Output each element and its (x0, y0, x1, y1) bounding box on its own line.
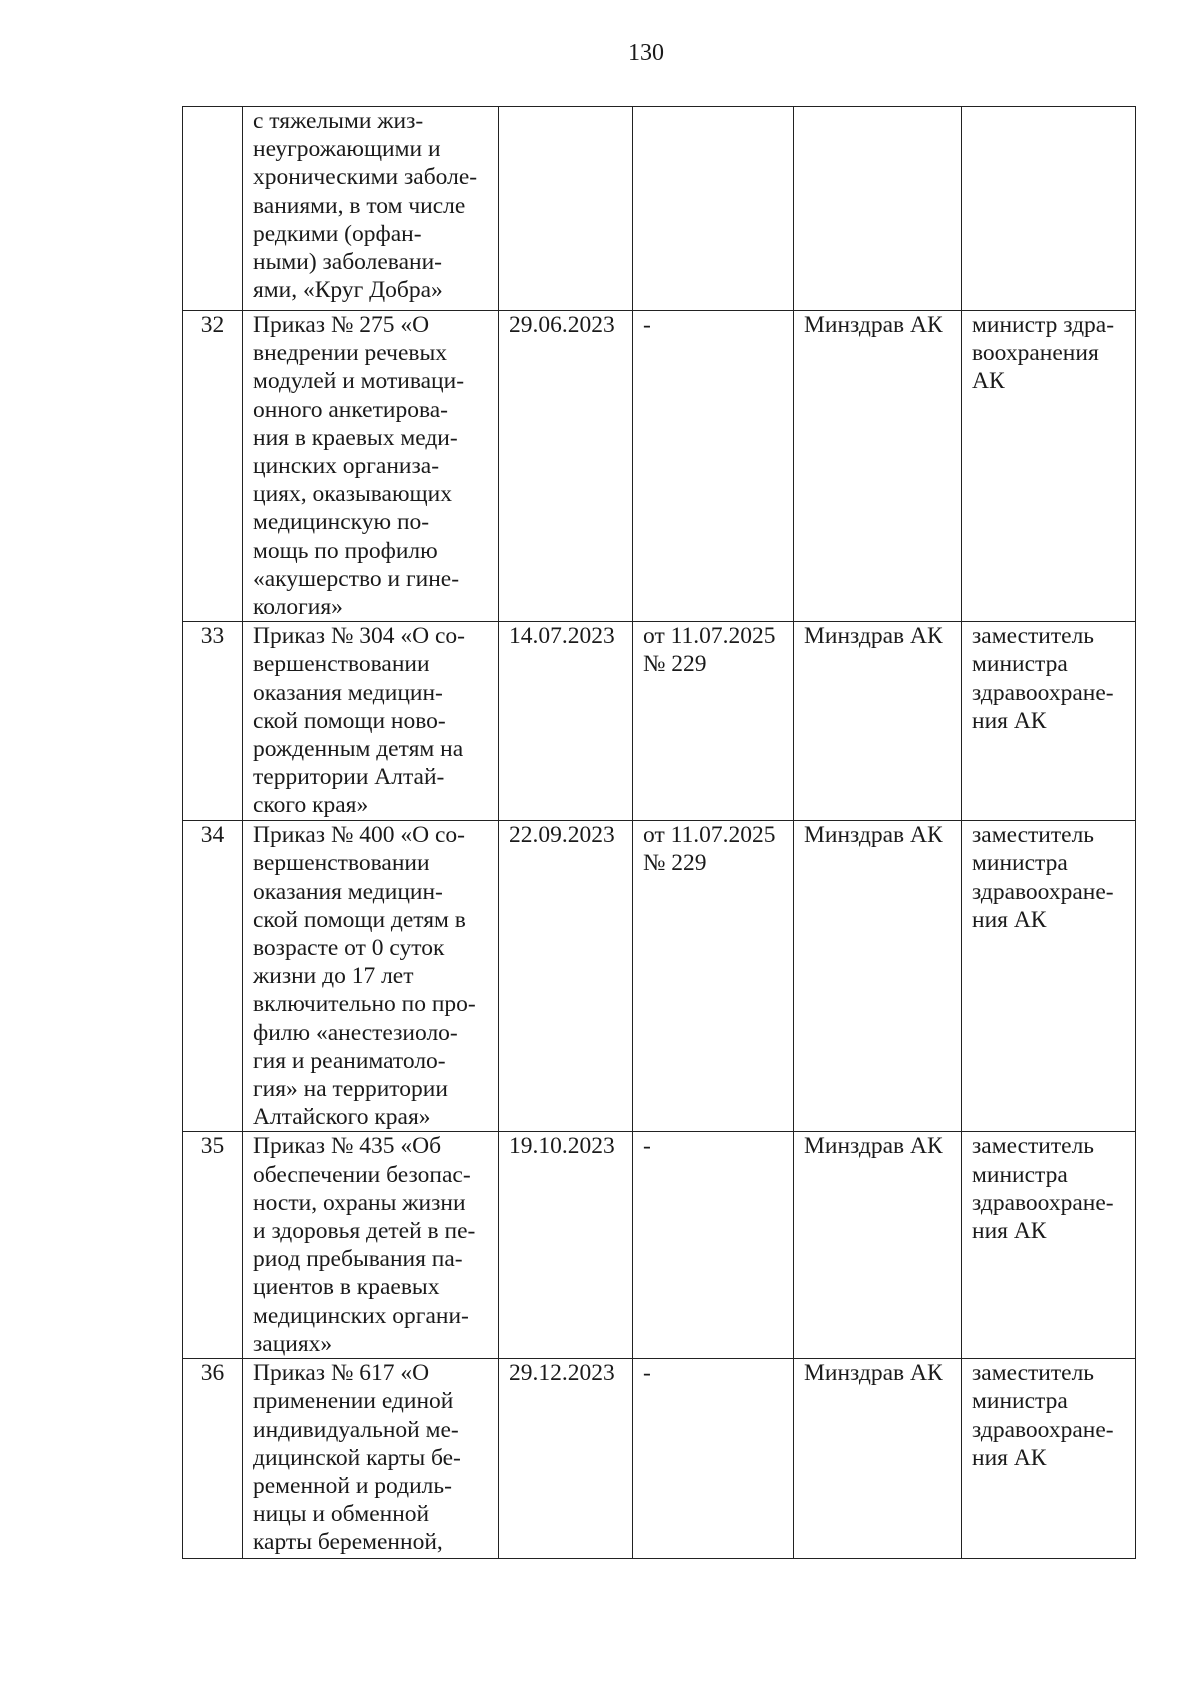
cell-text: 14.07.2023 (509, 623, 615, 650)
cell-line: заместитель (972, 822, 1095, 849)
cell-line: карты беременной, (253, 1529, 443, 1556)
cell-line: министр здра- (972, 312, 1115, 338)
cell-line: медицинских органи- (253, 1302, 469, 1329)
date-cell (499, 107, 633, 311)
cell-line: министра (972, 1161, 1068, 1188)
responsible-cell (962, 821, 1136, 1132)
responsible-cell (962, 1132, 1136, 1359)
cell-text: Минздрав АК (804, 1360, 943, 1387)
row-number-cell (183, 107, 243, 311)
cell-line: здравоохране- (972, 1189, 1114, 1216)
issuing-body-cell (794, 107, 962, 311)
date-cell (499, 622, 633, 821)
cell-line: Приказ № 304 «О со- (253, 623, 465, 650)
responsible-cell (962, 311, 1136, 622)
cell-line: цинских организа- (253, 453, 440, 480)
cell-line: - (643, 1133, 651, 1160)
table-row (183, 311, 1136, 622)
cell-text: 29.12.2023 (509, 1360, 615, 1387)
cell-line: ния в краевых меди- (253, 424, 458, 451)
issuing-body-cell (794, 1359, 962, 1559)
responsible-cell (962, 622, 1136, 821)
row-number-cell (183, 821, 243, 1132)
cell-line: неугрожающими и (253, 136, 441, 163)
date-cell (499, 821, 633, 1132)
cell-line: № 229 (643, 651, 707, 678)
document-name-cell (243, 821, 499, 1132)
cell-line: Приказ № 435 «Об (253, 1133, 442, 1160)
cell-line: ской помощи детям в (253, 906, 466, 933)
cell-line: мощь по профилю (253, 537, 438, 564)
row-number-cell (183, 1359, 243, 1559)
cell-line: ницы и обменной (253, 1501, 430, 1528)
cell-line: здравоохране- (972, 679, 1114, 706)
cell-line: модулей и мотиваци- (253, 368, 465, 395)
cell-line: филю «анестезиоло- (253, 1019, 458, 1046)
cell-line: циентов в краевых (253, 1274, 440, 1301)
cell-line: Приказ № 400 «О со- (253, 822, 465, 849)
responsible-cell (962, 1359, 1136, 1559)
date-cell (499, 311, 633, 622)
page-number: 130 (628, 40, 664, 66)
cell-line: АК (972, 368, 1005, 395)
row-number-cell (183, 622, 243, 821)
cell-text: Минздрав АК (804, 312, 943, 338)
cell-line: ния АК (972, 906, 1047, 933)
cell-text: Минздрав АК (804, 822, 943, 849)
cell-line: хроническими заболе- (253, 164, 478, 191)
cell-line: оказания медицин- (253, 679, 443, 706)
cell-line: министра (972, 850, 1068, 877)
cell-text: 32 (200, 312, 225, 338)
cell-line: Приказ № 275 «О (253, 312, 430, 338)
table-row (183, 107, 1136, 311)
cell-text: 19.10.2023 (509, 1133, 615, 1160)
cell-line: заместитель (972, 1133, 1095, 1160)
changes-cell (633, 107, 794, 311)
cell-line: вершенствовании (253, 651, 430, 678)
cell-line: и здоровья детей в пе- (253, 1218, 476, 1245)
cell-text: Минздрав АК (804, 623, 943, 650)
issuing-body-cell (794, 622, 962, 821)
cell-line: территории Алтай- (253, 764, 445, 791)
cell-line: ременной и родиль- (253, 1472, 452, 1499)
cell-line: - (643, 1360, 651, 1387)
cell-line: риод пребывания па- (253, 1246, 463, 1273)
document-name-cell (243, 107, 499, 311)
cell-line: гия и реаниматоло- (253, 1047, 446, 1074)
cell-line: ской помощи ново- (253, 707, 446, 734)
cell-text: 34 (200, 822, 225, 849)
cell-line: индивидуальной ме- (253, 1416, 459, 1443)
table-row (183, 1132, 1136, 1359)
changes-cell (633, 1132, 794, 1359)
cell-text: Минздрав АК (804, 1133, 943, 1160)
issuing-body-cell (794, 311, 962, 622)
date-cell (499, 1359, 633, 1559)
table-row (183, 1359, 1136, 1559)
cell-line: ния АК (972, 1444, 1047, 1471)
issuing-body-cell (794, 821, 962, 1132)
cell-line: внедрении речевых (253, 340, 448, 367)
cell-line: Алтайского края» (253, 1104, 431, 1131)
issuing-body-cell (794, 1132, 962, 1359)
cell-line: ского края» (253, 792, 369, 819)
cell-line: министра (972, 651, 1068, 678)
cell-line: оказания медицин- (253, 878, 443, 905)
cell-line: применении единой (253, 1388, 454, 1415)
cell-line: с тяжелыми жиз- (253, 108, 424, 134)
cell-line: здравоохране- (972, 1416, 1114, 1443)
cell-line: медицинскую по- (253, 509, 430, 536)
cell-line: гия» на территории (253, 1076, 448, 1103)
changes-cell (633, 622, 794, 821)
document-name-cell (243, 1132, 499, 1359)
cell-line: дицинской карты бе- (253, 1444, 461, 1471)
cell-line: ния АК (972, 707, 1047, 734)
cell-line: возрасте от 0 суток (253, 935, 445, 962)
cell-line: зациях» (253, 1330, 333, 1357)
cell-line: жизни до 17 лет (253, 963, 414, 990)
cell-line: здравоохране- (972, 878, 1114, 905)
changes-cell (633, 821, 794, 1132)
document-name-cell (243, 622, 499, 821)
registry-table (182, 106, 1136, 1559)
cell-line: ными) заболевани- (253, 249, 442, 276)
table-row (183, 622, 1136, 821)
cell-line: редкими (орфан- (253, 220, 422, 247)
cell-text: 29.06.2023 (509, 312, 615, 338)
cell-line: ности, охраны жизни (253, 1189, 466, 1216)
cell-line: «акушерство и гине- (253, 565, 460, 592)
date-cell (499, 1132, 633, 1359)
cell-line: онного анкетирова- (253, 396, 448, 423)
cell-line: Приказ № 617 «О (253, 1360, 430, 1387)
cell-line: циях, оказывающих (253, 481, 452, 508)
cell-line: включительно по про- (253, 991, 476, 1018)
cell-line: вершенствовании (253, 850, 430, 877)
cell-line: - (643, 312, 651, 338)
document-name-cell (243, 311, 499, 622)
cell-line: воохранения (972, 340, 1099, 367)
responsible-cell (962, 107, 1136, 311)
cell-text: 33 (200, 623, 225, 650)
cell-line: ния АК (972, 1218, 1047, 1245)
document-name-cell (243, 1359, 499, 1559)
cell-line: ями, «Круг Добра» (253, 277, 443, 304)
row-number-cell (183, 311, 243, 622)
cell-line: от 11.07.2025 (643, 822, 776, 849)
row-number-cell (183, 1132, 243, 1359)
cell-line: заместитель (972, 623, 1095, 650)
cell-line: от 11.07.2025 (643, 623, 776, 650)
cell-line: рожденным детям на (253, 736, 464, 763)
cell-line: № 229 (643, 850, 707, 877)
table-row (183, 821, 1136, 1132)
changes-cell (633, 1359, 794, 1559)
cell-line: заместитель (972, 1360, 1095, 1387)
cell-text: 35 (200, 1133, 225, 1160)
cell-line: министра (972, 1388, 1068, 1415)
cell-line: обеспечении безопас- (253, 1161, 471, 1188)
cell-line: кология» (253, 594, 343, 621)
cell-text: 22.09.2023 (509, 822, 615, 849)
cell-line: ваниями, в том числе (253, 192, 466, 219)
changes-cell (633, 311, 794, 622)
cell-text: 36 (200, 1360, 225, 1387)
